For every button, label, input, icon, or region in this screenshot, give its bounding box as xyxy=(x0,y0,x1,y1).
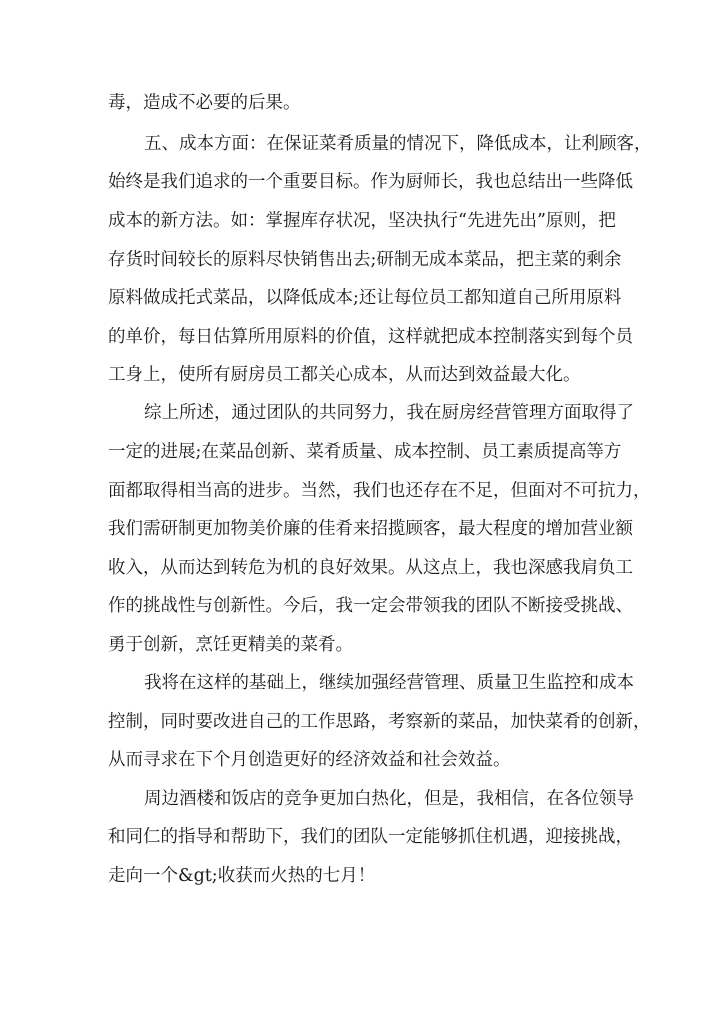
text-line: 综上所述，通过团队的共同努力，我在厨房经营管理方面取得了 xyxy=(144,403,634,423)
text-line: 的单价，每日估算所用原料的价值，这样就把成本控制落实到每个员 xyxy=(108,327,633,347)
text-line: 我们需研制更加物美价廉的佳肴来招揽顾客，最大程度的增加营业额 xyxy=(108,519,633,539)
text-line: 收入，从而达到转危为机的良好效果。从这点上，我也深感我肩负工 xyxy=(108,558,633,578)
text-line: 我将在这样的基础上，继续加强经营管理、质量卫生监控和成本 xyxy=(144,673,634,693)
text-line: 始终是我们追求的一个重要目标。作为厨师长，我也总结出一些降低 xyxy=(108,172,633,192)
text-line: 毒，造成不必要的后果。 xyxy=(108,93,301,113)
text-line: 周边酒楼和饭店的竞争更加白热化，但是，我相信，在各位领导 xyxy=(144,789,634,809)
text-line: 一定的进展;在菜品创新、菜肴质量、成本控制、员工素质提高等方 xyxy=(108,442,622,462)
text-line: 勇于创新，烹饪更精美的菜肴。 xyxy=(108,635,353,655)
text-line: 从而寻求在下个月创造更好的经济效益和社会效益。 xyxy=(108,750,511,770)
text-line: 作的挑战性与创新性。今后，我一定会带领我的团队不断接受挑战、 xyxy=(108,596,633,616)
text-line: 控制，同时要改进自己的工作思路，考察新的菜品，加快菜肴的创新， xyxy=(108,712,651,732)
text-line: 五、成本方面：在保证菜肴质量的情况下，降低成本，让利顾客， xyxy=(144,134,652,154)
text-line: 走向一个&gt;收获而火热的七月！ xyxy=(108,866,376,886)
text-line: 成本的新方法。如：掌握库存状况，坚决执行“先进先出”原则，把 xyxy=(108,211,616,231)
text-line: 原料做成托式菜品，以降低成本;还让每位员工都知道自己所用原料 xyxy=(108,288,622,308)
text-line: 面都取得相当高的进步。当然，我们也还存在不足，但面对不可抗力， xyxy=(108,481,651,501)
text-line: 工身上，使所有厨房员工都关心成本，从而达到效益最大化。 xyxy=(108,365,581,385)
text-line: 和同仁的指导和帮助下，我们的团队一定能够抓住机遇，迎接挑战， xyxy=(108,827,633,847)
text-line: 存货时间较长的原料尽快销售出去;研制无成本菜品，把主菜的剩余 xyxy=(108,250,622,270)
